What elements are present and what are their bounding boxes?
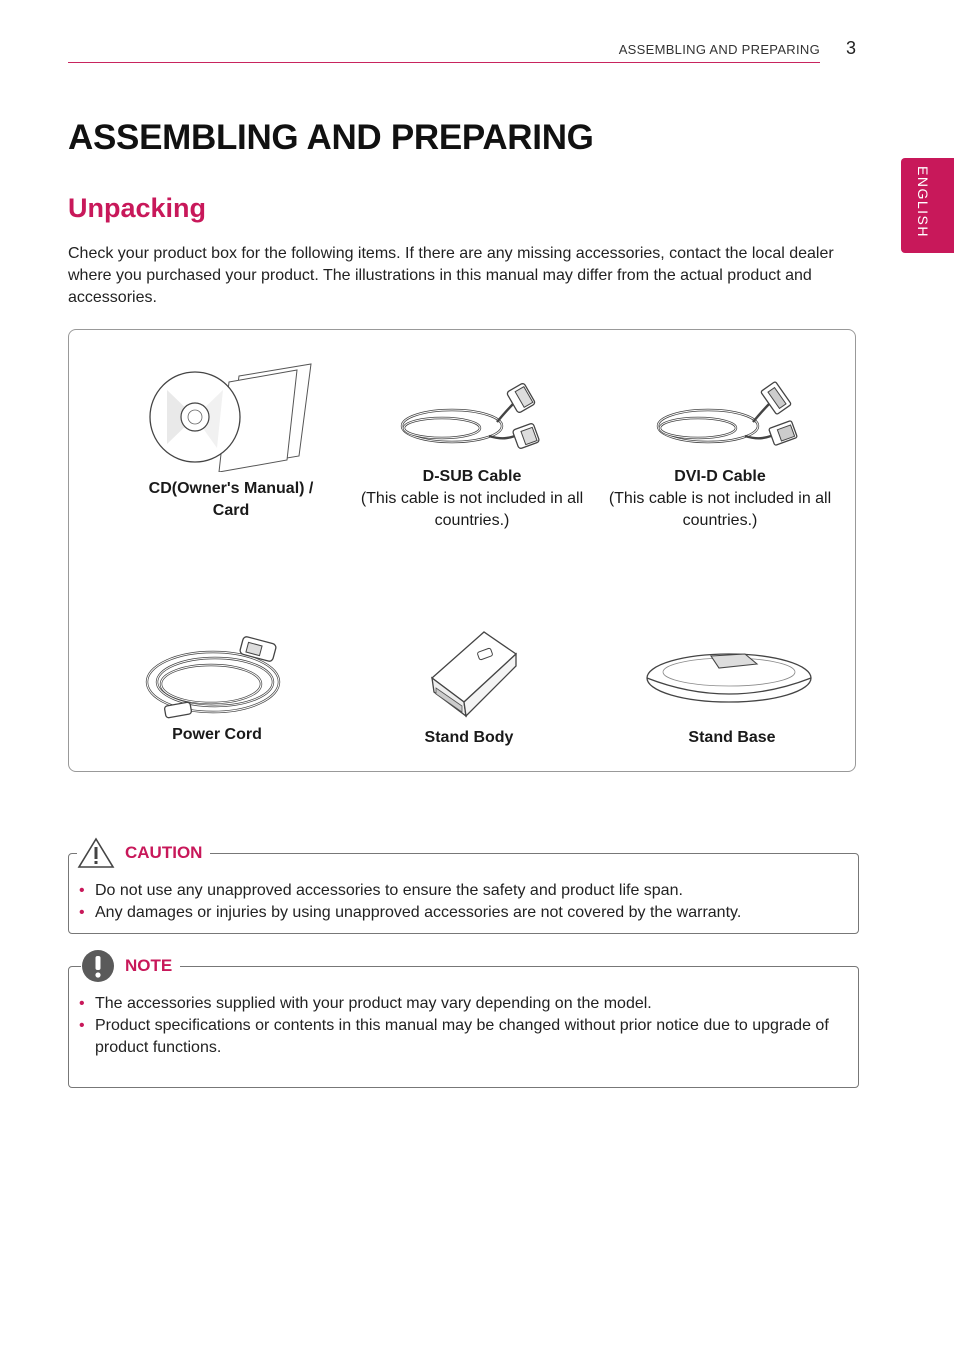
note-header (81, 949, 180, 983)
item-name: DVI-D Cable (674, 468, 766, 485)
running-header: ASSEMBLING AND PREPARING (618, 42, 820, 57)
item-label-dsub (353, 466, 591, 532)
item-name: Power Cord (172, 726, 262, 743)
language-tab-label: ENGLISH (915, 166, 931, 238)
stand-body-icon (424, 630, 524, 720)
note-title: NOTE (125, 956, 173, 975)
intro-paragraph: Check your product box for the following items. If there are any missing accessories, contact the local dealer where you purchased your product. The illustrations in this manual may differ from the actual product and accessories. (68, 245, 834, 306)
dsub-cable-icon (397, 380, 552, 455)
item-label-dvid (601, 466, 839, 532)
note-box (68, 956, 859, 1088)
note-list (79, 993, 839, 1059)
item-note: (This cable is not included in all countries.) (608, 490, 832, 529)
cd-card-icon (147, 360, 312, 472)
power-cord-icon (143, 632, 295, 724)
stand-base-icon (645, 648, 813, 706)
item-label-power-cord (137, 724, 297, 746)
section-title: Unpacking (68, 193, 207, 223)
item-name: Stand Body (424, 729, 514, 746)
item-label-cd-card (141, 478, 321, 522)
item-name: D-SUB Cable (422, 468, 522, 485)
item-label-stand-base (657, 727, 807, 749)
item-name: CD(Owner's Manual) / Card (148, 480, 314, 519)
list-item: • The accessories supplied with your product may vary depending on the model. (79, 993, 839, 1015)
list-item: • Any damages or injuries by using unapproved accessories are not covered by the warranty. (79, 902, 839, 924)
caution-header (77, 836, 210, 870)
list-item: • Product specifications or contents in this manual may be changed without prior notice due to upgrade of product functions. (79, 1015, 839, 1059)
header-rule (68, 62, 820, 63)
caution-box (68, 843, 859, 934)
item-label-stand-body (399, 727, 539, 749)
exclamation-icon (81, 949, 115, 983)
list-item: • Do not use any unapproved accessories to ensure the safety and product life span. (79, 880, 839, 902)
item-name: Stand Base (688, 729, 776, 746)
page-number: 3 (846, 38, 857, 58)
page-title: ASSEMBLING AND PREPARING (68, 118, 594, 157)
warning-triangle-icon (77, 837, 115, 869)
dvid-cable-icon (653, 380, 808, 455)
accessories-box (68, 329, 856, 772)
item-note: (This cable is not included in all countries.) (360, 490, 584, 529)
language-tab (901, 158, 954, 253)
caution-list (79, 880, 839, 924)
caution-title: CAUTION (125, 843, 203, 862)
